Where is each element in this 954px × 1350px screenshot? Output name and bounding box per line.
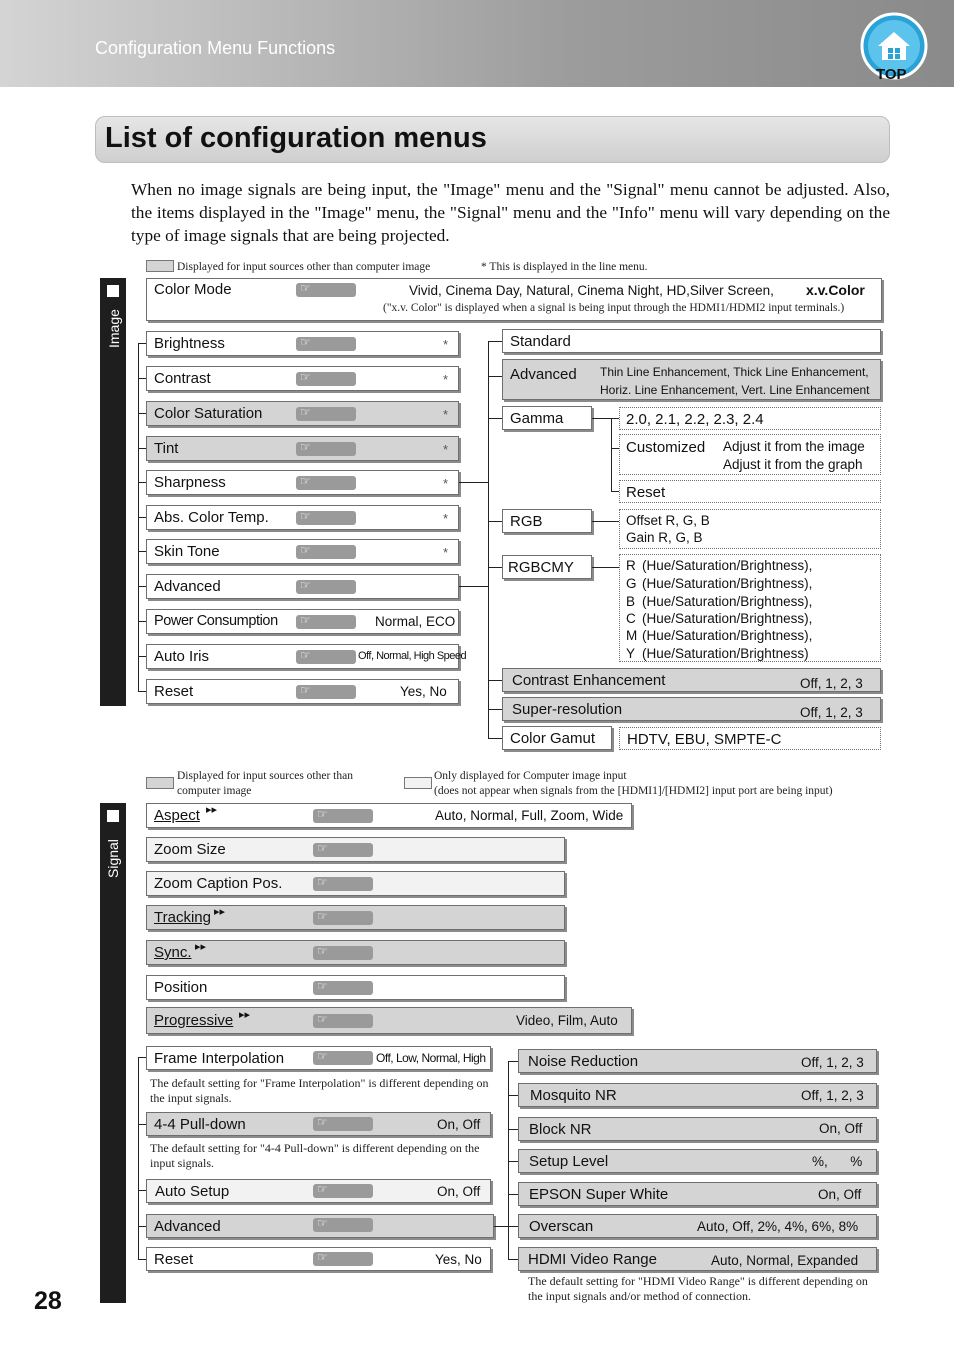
tree-branch <box>138 1057 146 1058</box>
connector <box>592 418 619 419</box>
item-values: Offset R, G, B <box>626 513 710 528</box>
rgbcmy-value: (Hue/Saturation/Brightness), <box>642 611 813 626</box>
item-values: Auto, Off, 2%, 4%, 6%, 8% <box>697 1219 859 1234</box>
connector <box>488 709 502 710</box>
item-label: Advanced <box>510 366 577 383</box>
connector <box>508 1095 518 1096</box>
item-label: Advanced <box>154 578 221 595</box>
item-label: Frame Interpolation <box>154 1050 285 1067</box>
hand-icon: ☞ <box>296 615 356 629</box>
item-label: Customized <box>626 439 706 456</box>
connector <box>508 1194 518 1195</box>
item-label: Aspect <box>154 807 200 824</box>
item-label: Auto Iris <box>154 648 210 665</box>
connector <box>488 341 502 342</box>
double-arrow-icon: ▸▸ <box>206 804 218 816</box>
connector <box>488 680 502 681</box>
hand-icon: ☞ <box>296 372 356 386</box>
tree-branch <box>138 1190 146 1191</box>
item-label: Color Gamut <box>510 730 596 747</box>
item-values: Off, 1, 2, 3 <box>800 676 863 691</box>
connector <box>488 376 502 377</box>
hand-icon: ☞ <box>313 946 373 960</box>
item-label: Standard <box>510 333 571 350</box>
pull-down-note: The default setting for "4-4 Pull-down" is different depending on the input signals. <box>150 1141 480 1170</box>
item-values: Off, 1, 2, 3 <box>800 705 863 720</box>
item-label: Sync. <box>154 944 192 961</box>
tree-branch <box>138 551 146 552</box>
item-label: Progressive <box>154 1012 234 1029</box>
connector <box>488 521 502 522</box>
hand-icon: ☞ <box>313 809 373 823</box>
tree-branch <box>138 448 146 449</box>
image-menu-label: Image <box>106 309 122 348</box>
hand-icon: ☞ <box>313 911 373 925</box>
connector <box>611 491 619 492</box>
connector <box>611 448 619 449</box>
item-label: HDMI Video Range <box>528 1251 657 1268</box>
line-menu-mark: * <box>443 372 449 387</box>
hand-icon: ☞ <box>313 1184 373 1198</box>
item-label: Contrast Enhancement <box>512 672 666 689</box>
item-label: Overscan <box>529 1218 594 1235</box>
signal-sidebar <box>100 803 126 1303</box>
connector <box>459 586 488 587</box>
item-values: Yes, No <box>435 1252 482 1267</box>
item-label: Mosquito NR <box>530 1087 617 1104</box>
hand-icon: ☞ <box>313 1117 373 1131</box>
item-label: Block NR <box>529 1121 592 1138</box>
rgbcmy-value: (Hue/Saturation/Brightness), <box>642 558 813 573</box>
item-values: Off, 1, 2, 3 <box>801 1055 864 1070</box>
item-values: On, Off <box>818 1187 862 1202</box>
item-label: RGB <box>510 513 543 530</box>
section-title: Configuration Menu Functions <box>95 38 336 58</box>
signal-menu-label: Signal <box>105 839 121 878</box>
rgbcmy-letter: R <box>626 558 636 573</box>
hand-icon: ☞ <box>313 877 373 891</box>
connector <box>488 418 502 419</box>
item-values: 2.0, 2.1, 2.2, 2.3, 2.4 <box>626 411 764 428</box>
tree-branch <box>138 517 146 518</box>
line-menu-mark: * <box>443 545 449 560</box>
item-label: Contrast <box>154 370 211 387</box>
item-label: Color Saturation <box>154 405 263 422</box>
item-label: Zoom Caption Pos. <box>154 875 283 892</box>
sidebar-marker <box>107 810 119 822</box>
item-label: Gamma <box>510 410 564 427</box>
connector <box>592 521 619 522</box>
item-label: Abs. Color Temp. <box>154 509 269 526</box>
connector <box>611 418 612 492</box>
item-label: EPSON Super White <box>529 1186 669 1203</box>
hand-icon: ☞ <box>296 545 356 559</box>
item-values: Vivid, Cinema Day, Natural, Cinema Night, HD,Silver Screen, <box>409 283 774 298</box>
item-label: 4-4 Pull-down <box>154 1116 246 1133</box>
rgbcmy-value: (Hue/Saturation/Brightness), <box>642 594 813 609</box>
connector <box>508 1129 518 1130</box>
item-label: RGBCMY <box>508 559 574 576</box>
item-values: Off, Normal, High Speed <box>358 650 467 662</box>
item-label: Reset <box>626 484 666 501</box>
rgbcmy-letter: B <box>626 594 636 609</box>
legend-computer-text: Only displayed for Computer image input <box>434 770 627 782</box>
connector <box>592 567 619 568</box>
frame-interpolation-note: The default setting for "Frame Interpolation" is different depending on the input signals. <box>150 1076 489 1105</box>
item-values: Off, 1, 2, 3 <box>801 1088 864 1103</box>
item-label: Advanced <box>154 1218 221 1235</box>
connector <box>459 482 488 483</box>
line-menu-mark: * <box>443 407 449 422</box>
item-values: On, Off <box>437 1117 481 1132</box>
tree-branch <box>138 621 146 622</box>
item-values: Auto, Normal, Expanded <box>711 1253 859 1268</box>
intro-paragraph: When no image signals are being input, the "Image" menu and the "Signal" menu cannot be adjusted. Also, the items displayed in the "Image" menu, the "Signal" menu and the "Info" menu will vary depending on the type of image signals that are being projected. <box>131 180 890 245</box>
rgbcmy-value: (Hue/Saturation/Brightness), <box>642 576 813 591</box>
item-label: Brightness <box>154 335 225 352</box>
item-values: Horiz. Line Enhancement, Vert. Line Enhancement <box>600 383 870 397</box>
connector <box>508 1259 518 1260</box>
connector <box>488 418 489 738</box>
item-values: HDTV, EBU, SMPTE-C <box>627 731 782 748</box>
item-label: Tint <box>154 440 179 457</box>
hand-icon: ☞ <box>296 442 356 456</box>
legend-swatch-light <box>404 777 432 789</box>
page-title: List of configuration menus <box>105 122 487 154</box>
item-label: Position <box>154 979 208 996</box>
item-values: Thin Line Enhancement, Thick Line Enhancement, <box>600 365 869 379</box>
line-menu-mark: * <box>443 442 449 457</box>
connector <box>508 1061 509 1259</box>
hand-icon: ☞ <box>296 337 356 351</box>
hand-icon: ☞ <box>313 1051 373 1065</box>
item-values: Auto, Normal, Full, Zoom, Wide <box>435 808 624 823</box>
tree-branch <box>138 343 146 344</box>
hand-icon: ☞ <box>313 1014 373 1028</box>
connector <box>494 1226 508 1227</box>
double-arrow-icon: ▸▸ <box>195 941 207 953</box>
rgbcmy-value: (Hue/Saturation/Brightness), <box>642 628 813 643</box>
item-label: Noise Reduction <box>528 1053 639 1070</box>
hand-icon: ☞ <box>313 981 373 995</box>
item-label: Reset <box>154 1251 194 1268</box>
tree-branch <box>138 1259 146 1260</box>
hand-icon: ☞ <box>313 843 373 857</box>
tree-branch <box>138 482 146 483</box>
item-values: On, Off <box>819 1121 863 1136</box>
line-menu-mark: * <box>443 337 449 352</box>
hand-icon: ☞ <box>296 685 356 699</box>
rgbcmy-value: (Hue/Saturation/Brightness) <box>642 646 809 661</box>
item-values: Adjust it from the graph <box>723 457 863 472</box>
hand-icon: ☞ <box>296 650 356 664</box>
top-button[interactable] <box>858 12 930 88</box>
item-values: Video, Film, Auto <box>516 1013 618 1028</box>
item-label: Tracking <box>154 909 211 926</box>
tree-branch <box>138 656 146 657</box>
legend-other-text: Displayed for input sources other than computer image <box>177 261 431 273</box>
line-menu-mark: * <box>443 476 449 491</box>
item-values: Adjust it from the image <box>723 439 865 454</box>
connector <box>508 1226 518 1227</box>
item-label: Super-resolution <box>512 701 623 718</box>
page-number: 28 <box>34 1287 62 1315</box>
item-label: Auto Setup <box>155 1183 230 1200</box>
item-values: Yes, No <box>400 684 447 699</box>
item-label: Skin Tone <box>154 543 220 560</box>
item-values: %, % <box>812 1154 863 1169</box>
rgbcmy-letter: C <box>626 611 636 626</box>
hand-icon: ☞ <box>313 1218 373 1232</box>
legend-swatch-gray <box>146 260 174 272</box>
legend-other-text: computer image <box>177 785 252 797</box>
hand-icon: ☞ <box>296 407 356 421</box>
connector <box>508 1061 518 1062</box>
legend-computer-text: (does not appear when signals from the [HDMI1]/[HDMI2] input port are being input) <box>434 785 833 797</box>
sidebar-marker <box>107 285 119 297</box>
line-menu-mark: * <box>443 511 449 526</box>
hand-icon: ☞ <box>296 580 356 594</box>
tree-branch <box>138 1124 146 1125</box>
top-label: TOP <box>876 66 907 83</box>
rgbcmy-letter: M <box>626 628 638 643</box>
hand-icon: ☞ <box>296 511 356 525</box>
hand-icon: ☞ <box>296 283 356 297</box>
tree-branch <box>138 586 146 587</box>
item-values: Off, Low, Normal, High <box>376 1051 486 1065</box>
rgbcmy-letter: G <box>626 576 637 591</box>
legend-other-text: Displayed for input sources other than <box>177 770 353 782</box>
connector <box>488 567 502 568</box>
double-arrow-icon: ▸▸ <box>239 1009 251 1021</box>
connector <box>508 1161 518 1162</box>
item-label: Reset <box>154 683 194 700</box>
item-label: Sharpness <box>154 474 226 491</box>
rgbcmy-letter: Y <box>626 646 636 661</box>
item-label: Color Mode <box>154 281 232 298</box>
hdmi-video-range-note: The default setting for "HDMI Video Range" is different depending on the input signals and/or method of connection. <box>528 1274 868 1303</box>
hand-icon: ☞ <box>296 476 356 490</box>
tree-branch <box>138 1226 146 1227</box>
hand-icon: ☞ <box>313 1252 373 1266</box>
item-values: Normal, ECO <box>375 614 456 629</box>
item-label: Power Consumption <box>154 613 278 629</box>
xv-color-logo: x.v.Color <box>806 282 865 298</box>
tree-line <box>138 1057 139 1260</box>
connector <box>488 738 502 739</box>
tree-branch <box>138 691 146 692</box>
legend-swatch-gray <box>146 777 174 789</box>
tree-branch <box>138 413 146 414</box>
item-label: Zoom Size <box>154 841 226 858</box>
item-values: On, Off <box>437 1184 481 1199</box>
color-mode-note: ("x.v. Color" is displayed when a signal is being input through the HDMI1/HDMI2 input terminals.) <box>383 302 845 314</box>
legend-line-text: * This is displayed in the line menu. <box>481 261 648 273</box>
tree-branch <box>138 378 146 379</box>
double-arrow-icon: ▸▸ <box>214 906 226 918</box>
item-values: Gain R, G, B <box>626 530 703 545</box>
item-label: Setup Level <box>529 1153 609 1170</box>
